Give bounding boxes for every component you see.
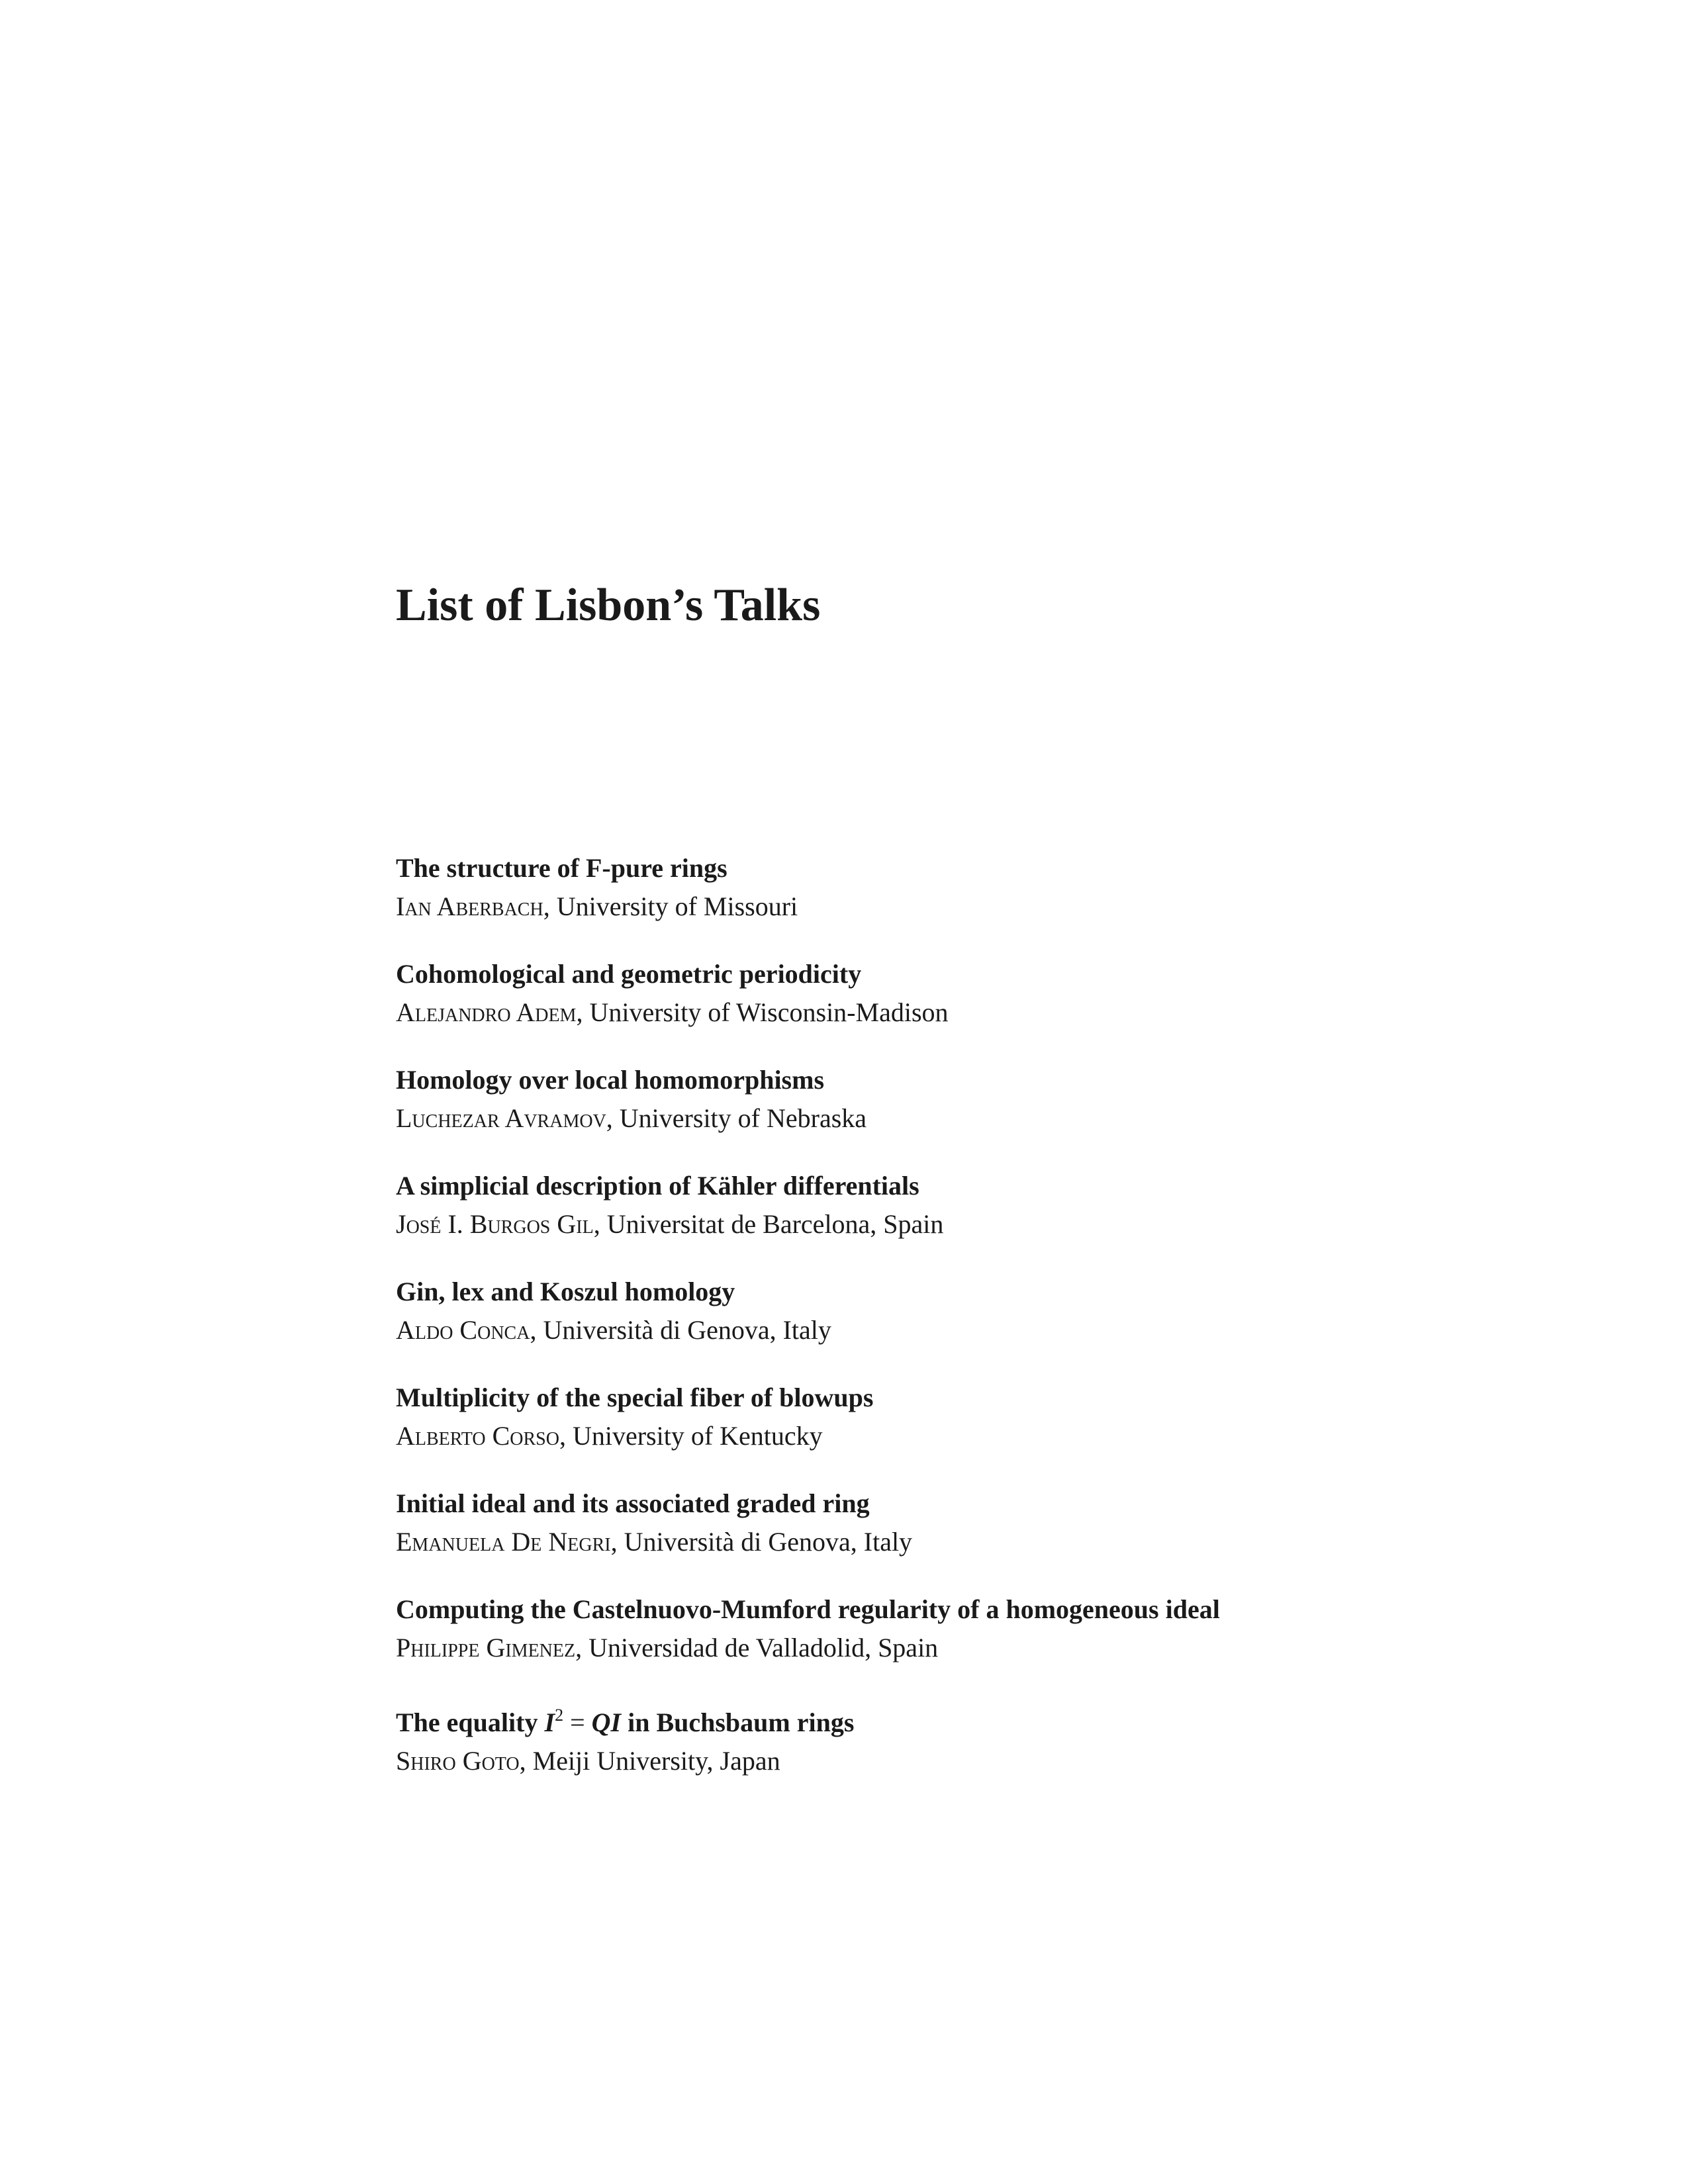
speaker-name: Luchezar Avramov: [396, 1103, 606, 1133]
speaker-name: Shiro Goto: [396, 1746, 520, 1776]
speaker-name: Alejandro Adem: [396, 997, 577, 1027]
talk-title-text: The equality: [396, 1707, 545, 1737]
speaker-affiliation: , Universitat de Barcelona, Spain: [593, 1209, 944, 1239]
speaker-name: Philippe Gimenez: [396, 1633, 576, 1662]
speaker-affiliation: , Università di Genova, Italy: [610, 1527, 913, 1557]
talk-title: The structure of F-pure rings: [396, 853, 727, 883]
talk-speaker-line: [396, 1629, 1587, 1667]
speaker-name: Emanuela De Negri: [396, 1527, 611, 1557]
talk-speaker-line: [396, 1742, 1587, 1780]
speaker-affiliation: , University of Kentucky: [559, 1421, 823, 1451]
math-equals: =: [570, 1707, 585, 1737]
speaker-affiliation: , University of Wisconsin-Madison: [576, 997, 949, 1027]
talk-entry: [396, 1379, 1587, 1484]
talk-title: Initial ideal and its associated graded ring: [396, 1488, 870, 1518]
talk-entry: [396, 1167, 1587, 1273]
talk-list: [396, 849, 1587, 1802]
speaker-affiliation: , University of Nebraska: [606, 1103, 867, 1133]
talk-title: A simplicial description of Kähler differentials: [396, 1171, 919, 1201]
speaker-affiliation: , Meiji University, Japan: [519, 1746, 780, 1776]
talk-entry: [396, 955, 1587, 1061]
talk-entry: [396, 849, 1587, 955]
talk-entry: [396, 1273, 1587, 1379]
page-title: List of Lisbon’s Talks: [396, 580, 821, 631]
talk-speaker-line: [396, 1205, 1587, 1244]
talk-title: Multiplicity of the special fiber of blowups: [396, 1383, 874, 1412]
talk-title-text: in Buchsbaum rings: [621, 1707, 855, 1737]
talk-speaker-line: [396, 1523, 1587, 1561]
talk-title: Homology over local homomorphisms: [396, 1065, 825, 1095]
speaker-affiliation: , University of Missouri: [543, 891, 798, 921]
talk-title: Cohomological and geometric periodicity: [396, 959, 862, 989]
math-variable: QI: [591, 1707, 622, 1737]
speaker-name: Aldo Conca: [396, 1315, 530, 1345]
speaker-name: Ian Aberbach: [396, 891, 543, 921]
talk-speaker-line: [396, 1417, 1587, 1455]
talk-entry: [396, 1696, 1587, 1802]
talk-entry: [396, 1061, 1587, 1167]
talk-title: Gin, lex and Koszul homology: [396, 1277, 735, 1306]
talk-speaker-line: [396, 1099, 1587, 1138]
speaker-name: José I. Burgos Gil: [396, 1209, 594, 1239]
talk-title: Computing the Castelnuovo-Mumford regularity of a homogeneous ideal: [396, 1594, 1220, 1624]
talk-speaker-line: [396, 993, 1587, 1032]
speaker-name: Alberto Corso: [396, 1421, 559, 1451]
talk-speaker-line: [396, 887, 1587, 926]
talk-entry: [396, 1590, 1587, 1696]
talk-entry: [396, 1484, 1587, 1590]
talk-speaker-line: [396, 1311, 1587, 1349]
math-variable: I: [544, 1707, 555, 1737]
talk-title: [396, 1696, 1587, 1742]
speaker-affiliation: , Università di Genova, Italy: [530, 1315, 831, 1345]
speaker-affiliation: , Universidad de Valladolid, Spain: [575, 1633, 939, 1662]
math-exponent: 2: [555, 1706, 564, 1725]
